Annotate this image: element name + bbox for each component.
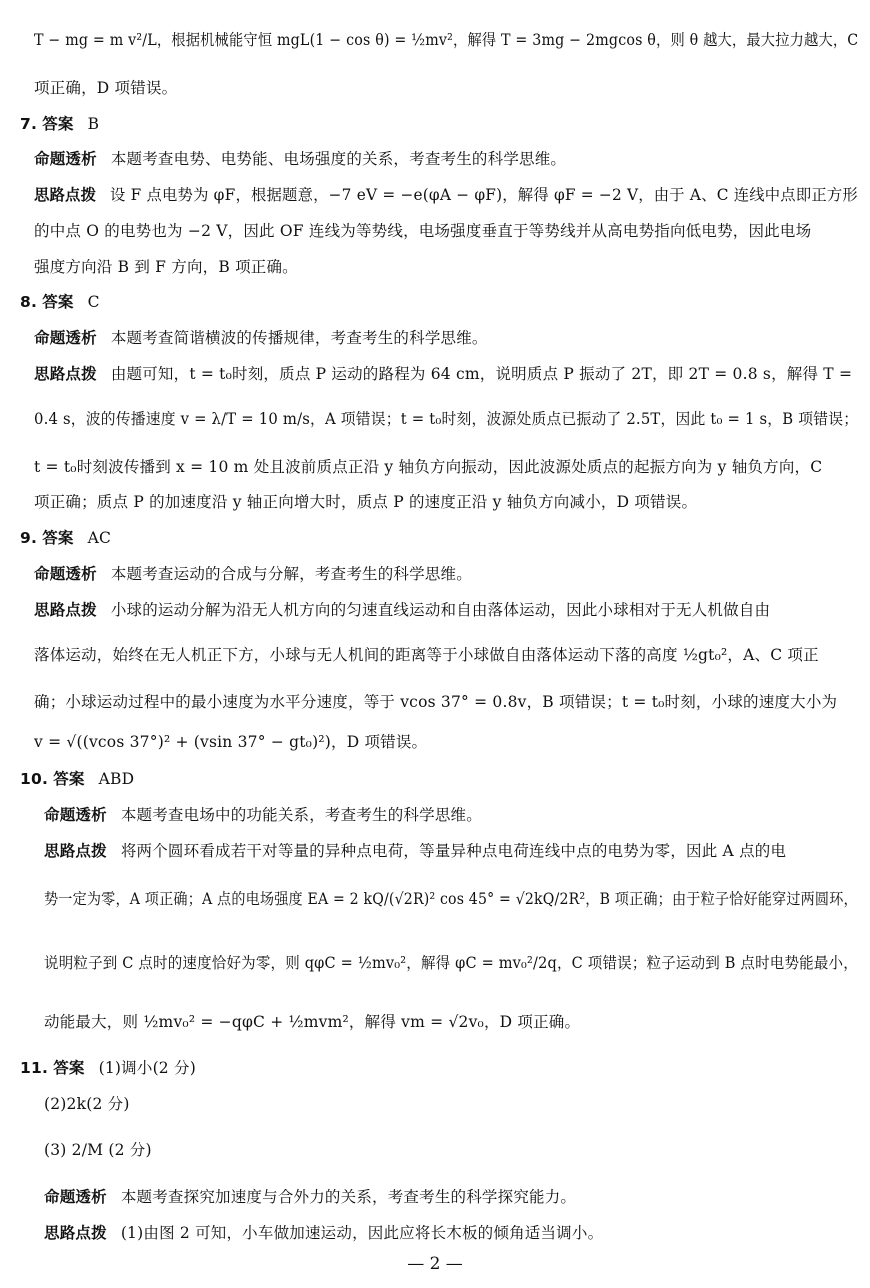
text-line: 0.4 s，波的传播速度 v = λ/T = 10 m/s，A 项错误；t = t₀时刻，波源处质点已振动了 2.5T，因此 t₀ = 1 s，B 项错误；: [34, 410, 859, 428]
text-line: 强度方向沿 B 到 F 方向，B 项正确。: [34, 258, 298, 276]
page-number: — 2 —: [407, 1254, 463, 1274]
analysis-line: 命题透析 本题考查简谐横波的传播规律，考查考生的科学思维。: [34, 329, 488, 347]
analysis-line: 命题透析 本题考查运动的合成与分解，考查考生的科学思维。: [34, 565, 472, 583]
question-11-answer: 11. 答案 (1)调小(2 分): [20, 1059, 196, 1077]
text-line: T − mg = m v²/L，根据机械能守恒 mgL(1 − cos θ) = ½mv²，解得 T = 3mg − 2mgcos θ，则 θ 越大，最大拉力越大，C: [34, 31, 859, 49]
solution-line: 思路点拨 将两个圆环看成若干对等量的异种点电荷，等量异种点电荷连线中点的电势为零，因此 A 点的电: [44, 842, 787, 860]
question-8-answer: 8. 答案 C: [20, 293, 100, 311]
text-line: 说明粒子到 C 点时的速度恰好为零，则 qφC = ½mv₀²，解得 φC = mv₀²/2q，C 项错误；粒子运动到 B 点时电势能最小，: [44, 954, 858, 972]
text-line: 项正确；质点 P 的加速度沿 y 轴正向增大时，质点 P 的速度正沿 y 轴负方向减小，D 项错误。: [34, 493, 698, 511]
solution-line: 思路点拨 小球的运动分解为沿无人机方向的匀速直线运动和自由落体运动，因此小球相对于无人机做自由: [34, 601, 771, 619]
solution-line: 思路点拨 (1)由图 2 可知，小车做加速运动，因此应将长木板的倾角适当调小。: [44, 1224, 604, 1242]
answer-part-2: (2)2k(2 分): [44, 1095, 130, 1113]
text-line: v = √((vcos 37°)² + (vsin 37° − gt₀)²)，D 项错误。: [34, 733, 428, 751]
solution-line: 思路点拨 设 F 点电势为 φF，根据题意，−7 eV = −e(φA − φF)，解得 φF = −2 V，由于 A、C 连线中点即正方形: [34, 186, 858, 204]
analysis-line: 命题透析 本题考查电势、电势能、电场强度的关系，考查考生的科学思维。: [34, 150, 567, 168]
text-line: 动能最大，则 ½mv₀² = −qφC + ½mvm²，解得 vm = √2v₀，D 项正确。: [44, 1013, 581, 1031]
question-10-answer: 10. 答案 ABD: [20, 770, 135, 788]
question-7-answer: 7. 答案 B: [20, 115, 100, 133]
text-line: 落体运动，始终在无人机正下方，小球与无人机间的距离等于小球做自由落体运动下落的高度 ½gt₀²，A、C 项正: [34, 646, 819, 664]
question-9-answer: 9. 答案 AC: [20, 529, 112, 547]
text-line: 项正确，D 项错误。: [34, 79, 178, 97]
solution-line: 思路点拨 由题可知，t = t₀时刻，质点 P 运动的路程为 64 cm，说明质点 P 振动了 2T，即 2T = 0.8 s，解得 T =: [34, 365, 853, 383]
text-line: 的中点 O 的电势也为 −2 V，因此 OF 连线为等势线，电场强度垂直于等势线并从高电势指向低电势，因此电场: [34, 222, 812, 240]
analysis-line: 命题透析 本题考查电场中的功能关系，考查考生的科学思维。: [44, 806, 482, 824]
text-line: 势一定为零，A 项正确；A 点的电场强度 EA = 2 kQ/(√2R)² cos 45° = √2kQ/2R²，B 项正确；由于粒子恰好能穿过两圆环，: [44, 890, 858, 908]
text-line: 确；小球运动过程中的最小速度为水平分速度，等于 vcos 37° = 0.8v，B 项错误；t = t₀时刻，小球的速度大小为: [34, 693, 838, 711]
text-line: t = t₀时刻波传播到 x = 10 m 处且波前质点正沿 y 轴负方向振动，因此波源处质点的起振方向为 y 轴负方向，C: [34, 458, 823, 476]
analysis-line: 命题透析 本题考查探究加速度与合外力的关系，考查考生的科学探究能力。: [44, 1188, 577, 1206]
answer-part-3: (3) 2/M (2 分): [44, 1141, 152, 1159]
